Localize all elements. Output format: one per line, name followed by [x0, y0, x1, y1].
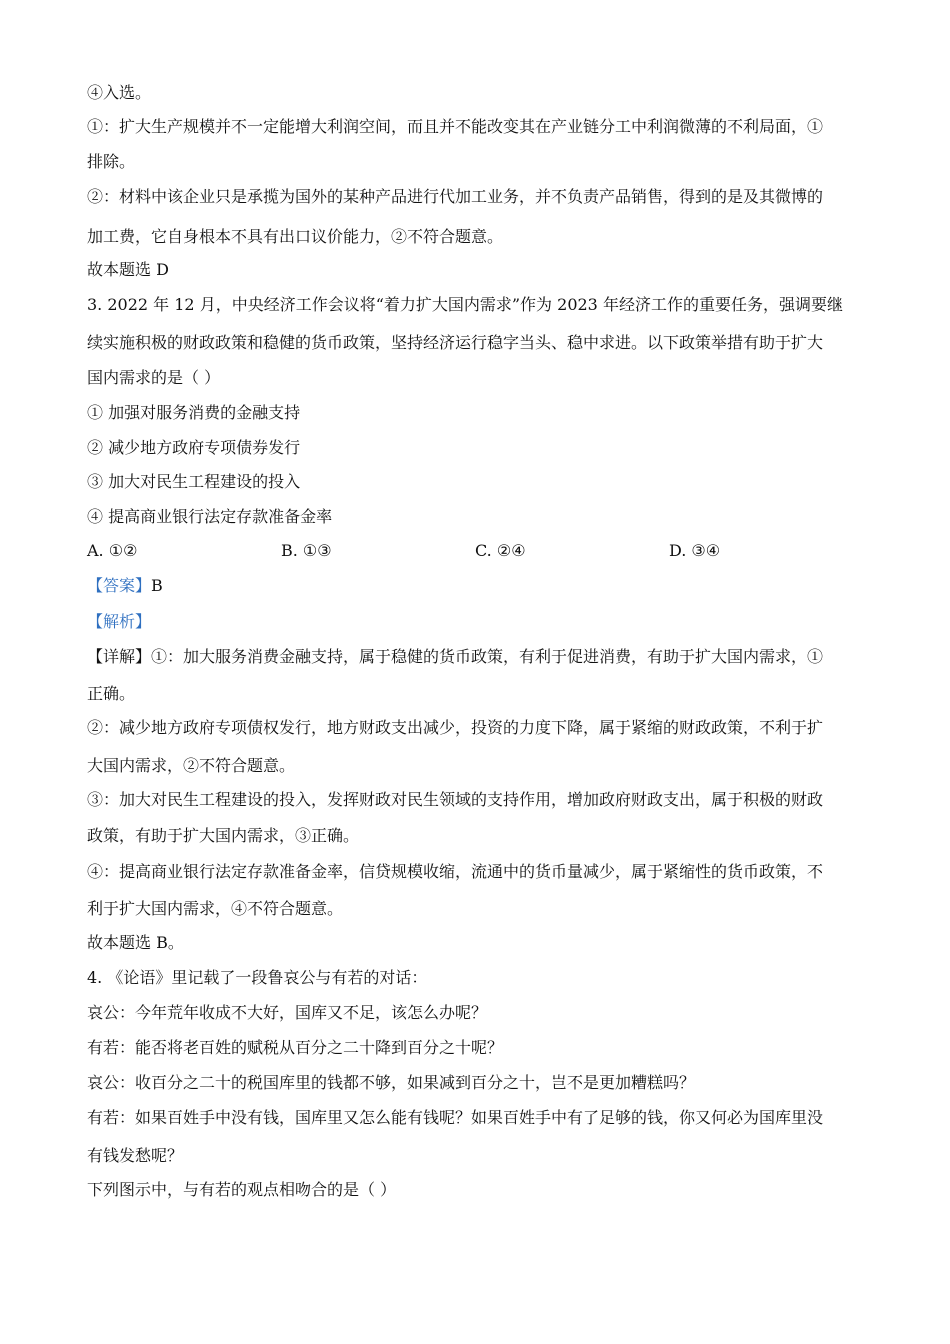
q2-line-1: ④入选。 [87, 83, 152, 102]
q3-detail-line-2: 正确。 [87, 684, 136, 703]
q3-detail-line-4: 大国内需求，②不符合题意。 [87, 756, 296, 775]
q2-conclusion: 故本题选 D [87, 260, 169, 279]
analysis-tag: 【解析】 [87, 612, 152, 631]
q3-conclusion: 故本题选 B。 [87, 933, 184, 952]
q4-dialogue-2: 有若：能否将老百姓的赋税从百分之二十降到百分之十呢？ [87, 1038, 504, 1057]
q3-option-c: C. ②④ [475, 541, 526, 560]
q3-detail-line-8: 利于扩大国内需求，④不符合题意。 [87, 899, 344, 918]
q3-item-1: ① 加强对服务消费的金融支持 [87, 403, 301, 422]
answer-tag: 【答案】 [87, 576, 152, 595]
q3-answer-line [87, 576, 163, 596]
q3-item-3: ③ 加大对民生工程建设的投入 [87, 472, 301, 491]
q4-dialogue-3: 哀公：收百分之二十的税国库里的钱都不够，如果减到百分之十，岂不是更加糟糕吗？ [87, 1073, 696, 1092]
detail-text-1: ①：加大服务消费金融支持，属于稳健的货币政策，有利于促进消费，有助于扩大国内需求，① [151, 647, 824, 666]
q3-item-2: ② 减少地方政府专项债券发行 [87, 438, 301, 457]
q2-line-4: ②：材料中该企业只是承揽为国外的某种产品进行代加工业务，并不负责产品销售，得到的是及其微博的 [87, 187, 824, 206]
q4-dialogue-1: 哀公：今年荒年收成不大好，国库又不足，该怎么办呢？ [87, 1003, 488, 1022]
q3-detail-line-6: 政策，有助于扩大国内需求，③正确。 [87, 826, 360, 845]
q2-line-5: 加工费，它自身根本不具有出口议价能力，②不符合题意。 [87, 227, 504, 246]
q3-stem-line-2: 续实施积极的财政政策和稳健的货币政策，坚持经济运行稳字当头、稳中求进。以下政策举措有助于扩大 [87, 333, 824, 352]
q2-line-3: 排除。 [87, 152, 136, 171]
detail-tag: 【详解】 [87, 647, 152, 666]
answer-value: B [151, 576, 163, 595]
q3-detail-line-3: ②：减少地方政府专项债权发行，地方财政支出减少，投资的力度下降，属于紧缩的财政政策，不利于扩 [87, 718, 824, 737]
q3-item-4: ④ 提高商业银行法定存款准备金率 [87, 507, 333, 526]
q4-stem: 4. 《论语》里记载了一段鲁哀公与有若的对话： [87, 968, 428, 987]
q3-stem-line-3: 国内需求的是（ ） [87, 368, 221, 387]
q3-detail-line-1 [87, 647, 823, 667]
q3-option-d: D. ③④ [669, 541, 721, 560]
q3-detail-line-7: ④：提高商业银行法定存款准备金率，信贷规模收缩，流通中的货币量减少，属于紧缩性的货币政策，不 [87, 862, 824, 881]
q4-dialogue-4: 有若：如果百姓手中没有钱，国库里又怎么能有钱呢？如果百姓手中有了足够的钱，你又何必为国库里没 [87, 1108, 824, 1127]
q4-dialogue-5: 有钱发愁呢？ [87, 1146, 184, 1165]
q3-option-b: B. ①③ [281, 541, 332, 560]
q3-detail-line-5: ③：加大对民生工程建设的投入，发挥财政对民生领域的支持作用，增加政府财政支出，属于积极的财政 [87, 790, 824, 809]
q4-question: 下列图示中，与有若的观点相吻合的是（ ） [87, 1180, 397, 1199]
q3-option-a: A. ①② [87, 541, 138, 560]
q2-line-2: ①：扩大生产规模并不一定能增大利润空间，而且并不能改变其在产业链分工中利润微薄的不利局面，① [87, 117, 824, 136]
q3-stem-line-1: 3. 2022 年 12 月，中央经济工作会议将“着力扩大国内需求”作为 2023 年经济工作的重要任务，强调要继 [87, 295, 843, 314]
